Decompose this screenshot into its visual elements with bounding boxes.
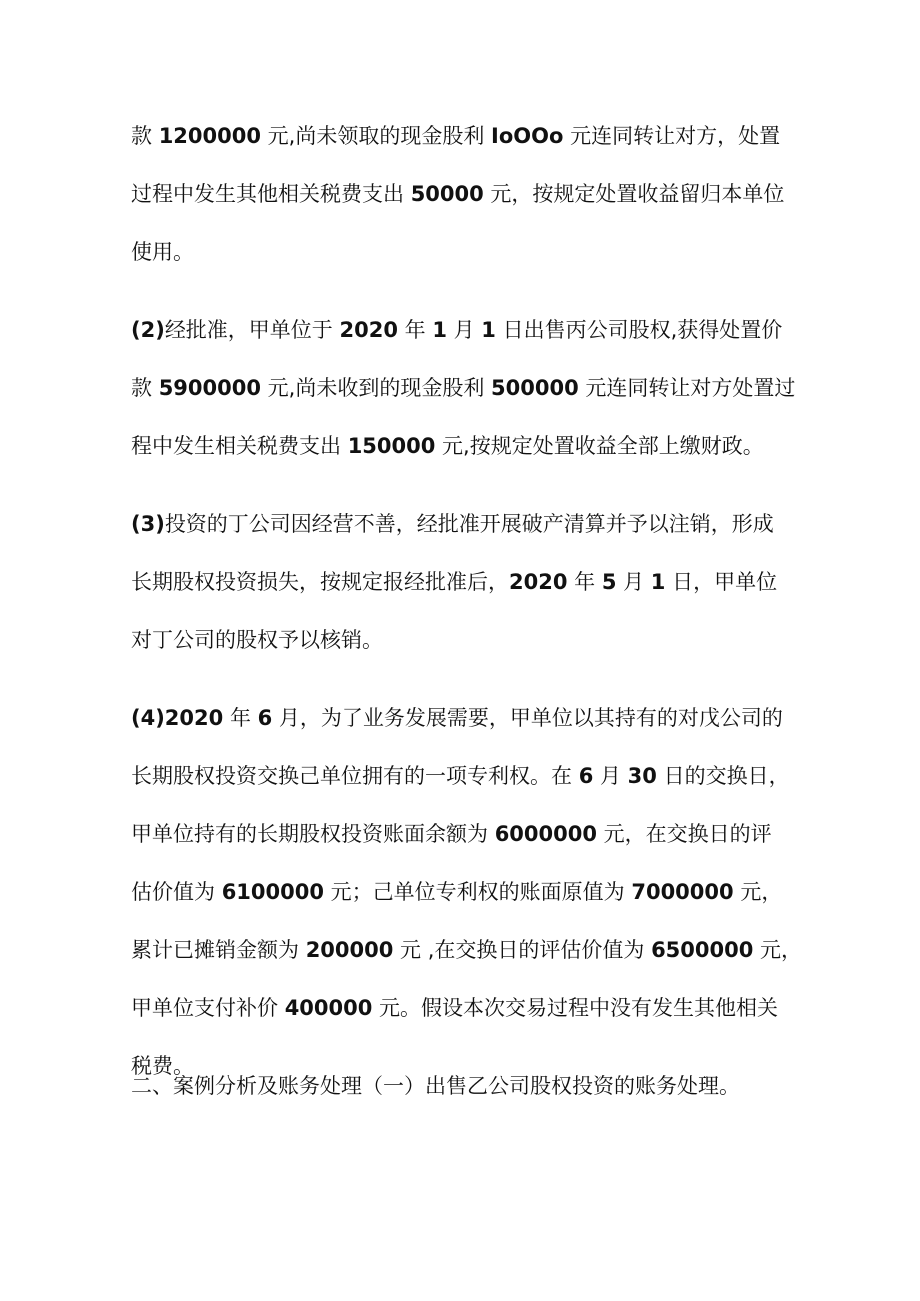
text-line	[131, 431, 811, 461]
text-line	[131, 179, 811, 209]
text-line	[131, 315, 811, 345]
bold-number: 50000	[410, 182, 484, 206]
text-line	[131, 373, 811, 403]
bold-number: 1	[650, 570, 666, 594]
text-segment: 元连同转让对方处置过	[578, 376, 796, 400]
text-segment: 元，按规定处置收益留归本单位	[483, 182, 785, 206]
text-segment: 元，	[733, 880, 783, 904]
text-segment: 月	[616, 570, 651, 594]
text-segment: 日出售丙公司股权,获得处置价	[495, 318, 783, 342]
bold-number: 7000000	[631, 880, 734, 904]
paragraph-item-2	[131, 315, 811, 461]
text-segment: 月，为了业务发展需要，甲单位以其持有的对戊公司的	[272, 706, 783, 730]
bold-number: 200000	[305, 938, 394, 962]
text-segment: 甲单位支付补价	[131, 996, 285, 1020]
text-segment: 元 ,在交换日的评估价值为	[393, 938, 652, 962]
text-line	[131, 509, 811, 539]
text-segment: 年	[397, 318, 433, 342]
text-segment: 元,按规定处置收益全部上缴财政。	[435, 434, 764, 458]
text-segment: 元,尚未收到的现金股利	[260, 376, 492, 400]
bold-number: 6500000	[651, 938, 754, 962]
paragraph-item-4	[131, 703, 811, 1081]
text-line	[131, 819, 811, 849]
bold-number: 5900000	[158, 376, 261, 400]
text-segment: 元。假设本次交易过程中没有发生其他相关	[372, 996, 779, 1020]
text-segment: 元，在交换日的评	[596, 822, 772, 846]
text-line	[131, 935, 811, 965]
text-segment: 税费。	[131, 1054, 194, 1078]
text-segment: 元；己单位专利权的账面原值为	[323, 880, 632, 904]
text-segment: 元,尚未领取的现金股利	[260, 124, 492, 148]
bold-number: 1	[481, 318, 496, 342]
bold-number: (4)2020	[131, 706, 224, 730]
text-segment: 使用。	[131, 240, 194, 264]
text-segment: 程中发生相关税费支出	[131, 434, 348, 458]
text-segment: 年	[567, 570, 602, 594]
bold-number: 1200000	[158, 124, 261, 148]
text-segment: 长期股权投资损失，按规定报经批准后，	[131, 570, 509, 594]
bold-number: 6100000	[221, 880, 324, 904]
text-segment: 累计已摊销金额为	[131, 938, 306, 962]
bold-number: 6000000	[494, 822, 597, 846]
bold-number: 400000	[284, 996, 373, 1020]
bold-number: 30	[627, 764, 657, 788]
text-segment: 长期股权投资交换己单位拥有的一项专利权。在	[131, 764, 579, 788]
bold-number: (3)	[131, 512, 165, 536]
bold-number: 1	[432, 318, 447, 342]
bold-number: 6	[578, 764, 594, 788]
text-line	[131, 703, 811, 733]
text-segment: 款	[131, 124, 159, 148]
text-segment: 年	[223, 706, 258, 730]
bold-number: 6	[257, 706, 273, 730]
text-segment: 经批准，甲单位于	[164, 318, 340, 342]
text-line	[131, 761, 811, 791]
text-line	[131, 877, 811, 907]
text-segment: 日，甲单位	[665, 570, 778, 594]
bold-number: 500000	[491, 376, 579, 400]
bold-number: 150000	[347, 434, 436, 458]
paragraph-item-3	[131, 509, 811, 655]
text-segment: 对丁公司的股权予以核销。	[131, 628, 383, 652]
bold-number: 5	[601, 570, 617, 594]
bold-number: 2020	[509, 570, 568, 594]
text-segment: 元连同转让对方，处置	[563, 124, 781, 148]
bold-number: (2)	[131, 318, 165, 342]
text-line	[131, 567, 811, 597]
text-segment: 月	[446, 318, 482, 342]
paragraph-sale-terms-continued	[131, 121, 811, 267]
text-segment: 日的交换日，	[656, 764, 790, 788]
section-heading-case-analysis	[131, 1071, 811, 1101]
text-line	[131, 1071, 811, 1101]
text-line	[131, 121, 811, 151]
bold-number: 2020	[339, 318, 398, 342]
text-segment: 投资的丁公司因经营不善，经批准开展破产清算并予以注销，形成	[164, 512, 774, 536]
text-segment: 过程中发生其他相关税费支出	[131, 182, 411, 206]
text-line	[131, 993, 811, 1023]
text-segment: 估价值为	[131, 880, 222, 904]
bold-number: IoOOo	[491, 124, 564, 148]
text-segment: 二、案例分析及账务处理（一）出售乙公司股权投资的账务处理。	[131, 1074, 740, 1098]
text-segment: 甲单位持有的长期股权投资账面余额为	[131, 822, 495, 846]
text-line	[131, 625, 811, 655]
text-line	[131, 237, 811, 267]
text-segment: 月	[593, 764, 628, 788]
text-segment: 款	[131, 376, 159, 400]
text-segment: 元，	[753, 938, 803, 962]
